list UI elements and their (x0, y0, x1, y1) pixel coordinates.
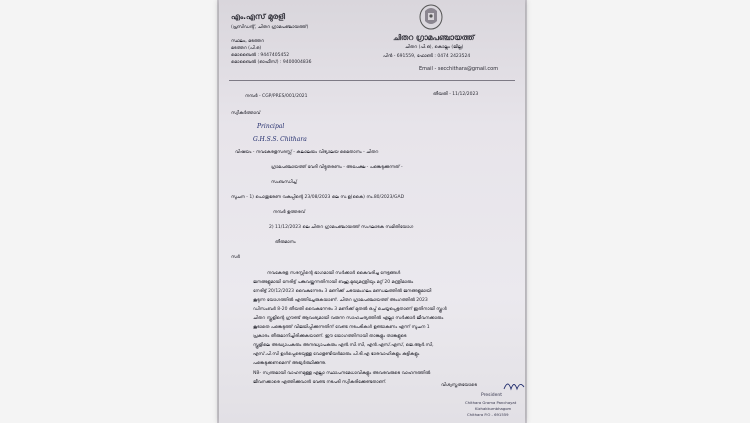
president-name: എം.എസ് മുരളി (231, 12, 285, 21)
closing-text: വിശ്വസ്തതയോടെ (441, 383, 477, 388)
body-line: ചിതറ സ്കൂളിന്റെ ഗ്രൗണ്ട് ആവശ്യമായി വരുന്ന സാഹചര്യത്തിൽ എല്ലാ സർക്കാർ ജീവനക്കാരും (253, 316, 444, 321)
body-line: കൂടുന്ന യോഗത്തിൽ എത്തിച്ചേരുകയാണ്. ചിതറ ഗ്രാമപഞ്ചായത്ത് അംഗത്തിൽ 2023 (253, 298, 428, 303)
stamp-line-2: Chithara Grama Panchayat (465, 400, 517, 405)
panchayat-address: ചിതറ (പി.ഒ), കൊല്ലം (ജില്ല) (405, 45, 464, 50)
subject-line-1: വിഷയം - നവകേരളസദസ്സ് - കലാലയം വിദ്യാലയ മൈതാനം - ചിതറ (235, 150, 379, 155)
body-line: ജനങ്ങളുമായി നേരിട്ട് പങ്കുവയ്ക്കുന്നതിനായി ബഹു.മുഖ്യമന്ത്രിയും മറ്റ് 20 മന്ത്രിമാരും (253, 280, 414, 285)
addressee-line-2: G.H.S.S. Chithara (253, 136, 307, 143)
president-designation: (പ്രസിഡന്റ്, ചിതറ ഗ്രാമപഞ്ചായത്ത്) (231, 25, 309, 30)
stamp-line-3: Kizhakkumbhagom (475, 406, 512, 411)
salutation: സർ (231, 255, 240, 260)
nb-line: ജീവനക്കാരെ എത്തിക്കുവാൻ വേണ്ട നടപടി സ്വീകരിക്കേണ്ടതാണ്. (253, 380, 387, 385)
body-line: നേരിട്ട് 20/12/2023 വൈകുന്നേരം 3 മണിക്ക് ചടയമംഗലം മണ്ഡലത്തിൽ ജനങ്ങളുമായി (253, 289, 432, 294)
stamp-line-4: Chithara P.O - 691559 (467, 412, 509, 417)
body-line: ഡിസംബർ 8-20 തീയതി വൈകുന്നേരം 3 മണിക്ക് മുതൽ ഒപ്പ് ചെയ്യപ്പെട്ടതാണ് ഇതിനായി സ്കൂൾ (253, 307, 447, 312)
reference-1a: സൂചന - 1) പൊതുഭരണ വകുപ്പിന്റെ 23/08/2023 ലെ സ.ഉ(കൈ) നം.80/2023/GAD (231, 195, 405, 200)
reference-number: നമ്പർ - CGP/PRES/001/2021 (245, 94, 308, 99)
body-line: എസ്.പി.സി ഉൾപ്പെടെയുള്ള വോളണ്ടിയർമാരും പി.ടി.എ ഭാരവാഹികളും കുട്ടികളും (253, 352, 420, 357)
nb-line: NB- സ്വന്തമായി വാഹനമുള്ള എല്ലാ സ്ഥാപനമേധാവികളും അവരവരുടെ വാഹനത്തിൽ (253, 371, 431, 376)
reference-1b: നമ്പർ ഉത്തരവ് (273, 210, 306, 215)
letter-date: തീയതി - 11/12/2023 (433, 92, 479, 97)
left-phone-2: മൊബൈൽ (ഓഫീസ്) : 9400004836 (231, 60, 312, 65)
addressee-line-1: Principal (257, 123, 285, 130)
panchayat-pin-phone: പിൻ - 691559, ഫോൺ : 0474 2423524 (383, 54, 471, 59)
body-line: കൂടാതെ പങ്കെടുത്ത് വിജയിപ്പിക്കുന്നതിന് വേണ്ട നടപടികൾ ഉണ്ടാകണം എന്ന് സൂചന 1 (253, 325, 430, 330)
letter-page (219, 0, 525, 423)
stamp-line-1: President (481, 393, 502, 398)
left-phone-1: മൊബൈൽ : 9447405452 (231, 53, 290, 58)
subject-line-2: ഗ്രാമപഞ്ചായത്ത് വേദി വിട്ടുതരണം - അപേക്ഷ - പങ്കെടുക്കുന്നത് - (271, 165, 403, 170)
body-line: പങ്കെടുക്കണമെന്ന് അഭ്യർത്ഥിക്കുന്നു. (253, 361, 327, 366)
signature-icon (503, 377, 525, 395)
body-line: നവകേരള സദസ്സിന്റെ ഭാഗമായി സർക്കാർ കൈവരിച്ച നേട്ടങ്ങൾ (267, 271, 401, 276)
panchayat-name: ചിതറ ഗ്രാമപഞ്ചായത്ത് (393, 33, 475, 42)
left-address-2: മടത്തറ (പി.ഒ) (231, 46, 262, 51)
left-address-1: സ്ഥലം, മടത്തറ (231, 39, 264, 44)
reference-2a: 2) 11/12/2023 ലെ ചിതറ ഗ്രാമപഞ്ചായത്ത് സംഘാടക സമിതിയോഗ (269, 225, 414, 230)
body-line: പ്രകാരം തീരുമാനിച്ചിരിക്കുകയാണ്. ഈ യോഗത്തിനായി താങ്കളും താങ്കളുടെ (253, 334, 407, 339)
subject-line-3: സംബന്ധിച്ച് (271, 180, 297, 185)
reference-2b: തീരുമാനം (275, 240, 296, 245)
body-line: സ്കൂളിലെ അദ്ധ്യാപകരും അനദ്ധ്യാപകരും എൻ.സി.സി, എൻ.എസ്.എസ്, ജെ.ആർ.സി, (253, 343, 434, 348)
letterhead-divider (229, 80, 515, 81)
government-emblem-icon (418, 3, 444, 31)
panchayat-email: Email - secchithara@gmail.com (419, 66, 499, 72)
addressee-label: സ്വീകർത്താവ് (231, 111, 261, 116)
